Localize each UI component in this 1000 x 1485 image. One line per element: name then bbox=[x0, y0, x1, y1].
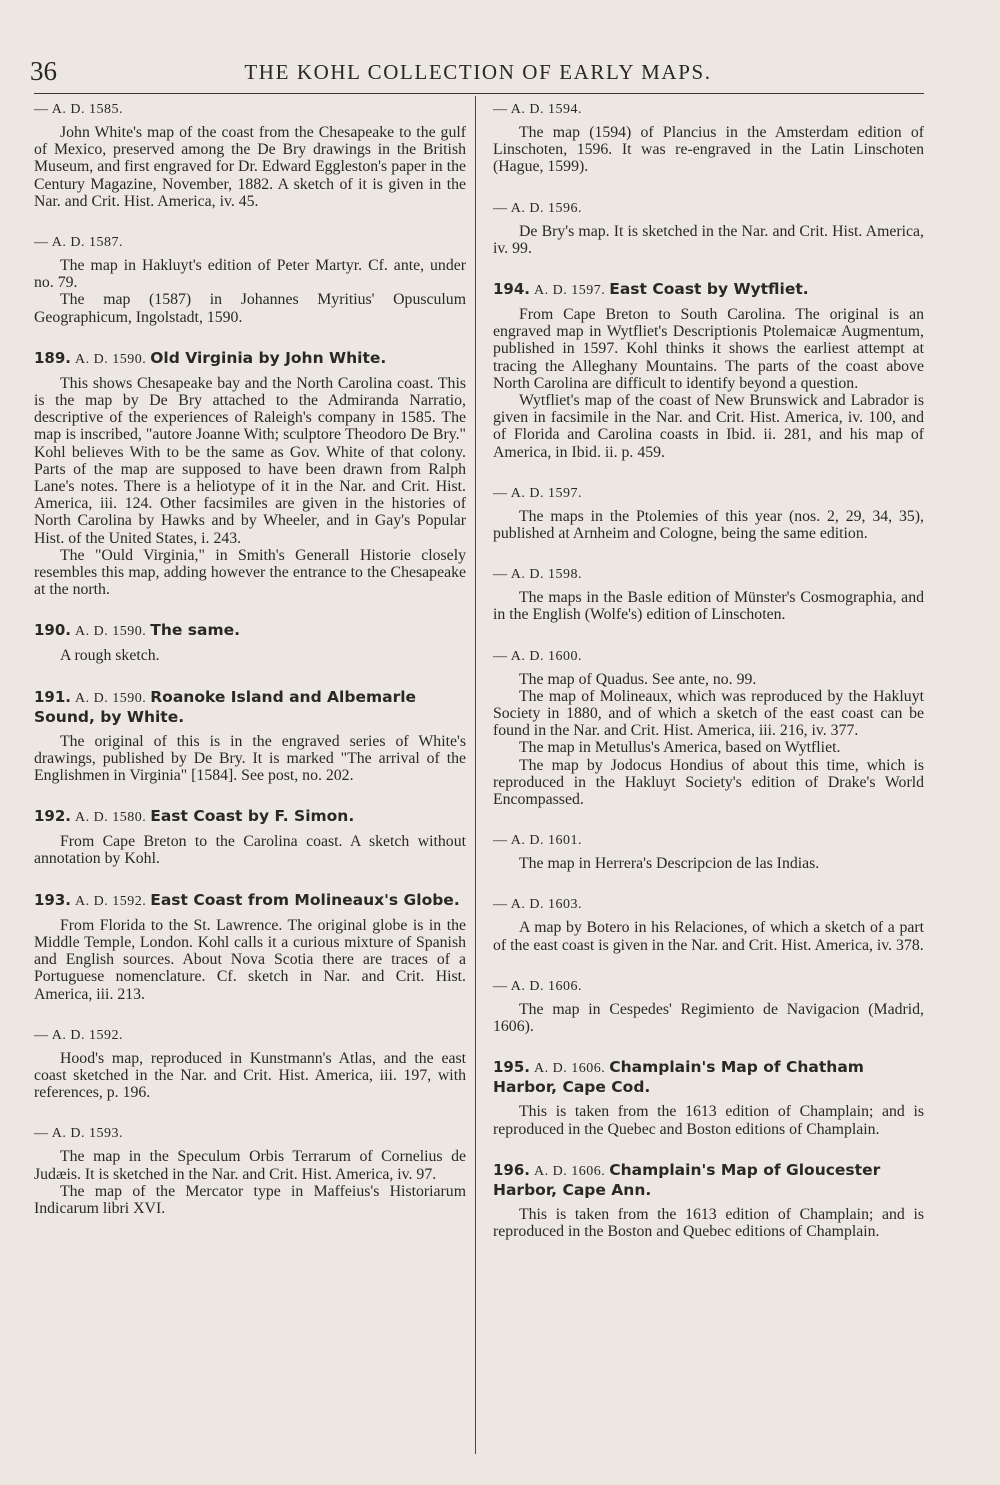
entry-heading bbox=[34, 891, 466, 911]
page-header bbox=[30, 52, 926, 86]
entry-paragraph: A map by Botero in his Relaciones, of which a sketch of a part of the east coast is given in the Nar. and Crit. Hist. America, iv. 378. bbox=[493, 919, 924, 954]
entry-date: A. D. 1606. bbox=[534, 1061, 606, 1077]
entry-number: 191. bbox=[34, 687, 72, 706]
entry-title: East Coast by F. Simon. bbox=[150, 807, 355, 826]
catalog-entry bbox=[34, 100, 466, 210]
entry-heading bbox=[34, 100, 466, 119]
entry-heading bbox=[493, 895, 924, 914]
catalog-entry bbox=[493, 647, 924, 809]
catalog-entry bbox=[493, 565, 924, 623]
catalog-entry bbox=[34, 233, 466, 326]
entry-heading bbox=[493, 831, 924, 850]
entry-paragraph: The map (1587) in Johannes Myritius' Opusculum Geographicum, Ingolstadt, 1590. bbox=[34, 291, 466, 326]
entry-number: 193. bbox=[34, 890, 72, 909]
entry-paragraph: From Florida to the St. Lawrence. The original globe is in the Middle Temple, London. Kohl calls it a curious mixture of Spanish and English sources. About Nova Scotia there are traces of a Portuguese nomenclature. Cf. sketch in Nar. and Crit. Hist. America, iii. 213. bbox=[34, 916, 466, 1003]
entry-date: — A. D. 1593. bbox=[34, 1126, 123, 1142]
catalog-entry bbox=[493, 831, 924, 872]
entry-title: The same. bbox=[150, 621, 241, 640]
entry-date: A. D. 1590. bbox=[75, 351, 147, 367]
entry-heading bbox=[493, 1161, 924, 1200]
catalog-entry bbox=[493, 484, 924, 542]
entry-date: — A. D. 1587. bbox=[34, 235, 123, 251]
entry-heading bbox=[34, 807, 466, 827]
entry-title: East Coast by Wytfliet. bbox=[609, 280, 809, 299]
entry-paragraph: The map (1594) of Plancius in the Amsterdam edition of Linschoten, 1596. It was re-engraved in the Latin Linschoten (Hague, 1599). bbox=[493, 124, 924, 176]
entry-paragraph: The maps in the Basle edition of Münster's Cosmographia, and in the English (Wolfe's) edition of Linschoten. bbox=[493, 589, 924, 624]
entry-date: — A. D. 1598. bbox=[493, 567, 582, 583]
entry-date: — A. D. 1601. bbox=[493, 833, 582, 849]
catalog-entry bbox=[493, 977, 924, 1035]
entry-paragraph: The maps in the Ptolemies of this year (nos. 2, 29, 34, 35), published at Arnheim and Cologne, being the same edition. bbox=[493, 507, 924, 543]
entry-heading bbox=[493, 1058, 924, 1097]
header-rule bbox=[34, 93, 924, 94]
entry-heading bbox=[34, 1026, 466, 1045]
entry-heading bbox=[34, 349, 466, 369]
catalog-entry bbox=[493, 1161, 924, 1240]
entry-date: — A. D. 1606. bbox=[493, 978, 582, 994]
entry-number: 196. bbox=[493, 1160, 531, 1179]
entry-number: 195. bbox=[493, 1058, 531, 1077]
entry-paragraph: The map of Quadus. See ante, no. 99. bbox=[519, 670, 757, 688]
entry-number: 190. bbox=[34, 621, 72, 640]
entry-date: — A. D. 1597. bbox=[493, 485, 582, 501]
entry-date: A. D. 1590. bbox=[75, 624, 147, 640]
entry-paragraph: De Bry's map. It is sketched in the Nar. and Crit. Hist. America, iv. 99. bbox=[493, 222, 924, 257]
entry-title: East Coast from Molineaux's Globe. bbox=[150, 890, 460, 909]
entry-number: 194. bbox=[493, 280, 531, 299]
entry-paragraph: From Cape Breton to the Carolina coast. A sketch without annotation by Kohl. bbox=[34, 833, 466, 868]
entry-heading bbox=[34, 621, 466, 641]
catalog-entry bbox=[34, 1026, 466, 1102]
entry-heading bbox=[493, 280, 924, 300]
entry-heading bbox=[493, 977, 924, 996]
entry-title: Roanoke Island and Albemarle Sound, by White. bbox=[34, 687, 417, 726]
entry-title: Champlain's Map of Gloucester Harbor, Cape Ann. bbox=[493, 1160, 881, 1199]
catalog-entry bbox=[34, 621, 466, 664]
catalog-entry bbox=[34, 807, 466, 867]
entry-heading bbox=[493, 484, 924, 503]
catalog-entry bbox=[34, 1124, 466, 1217]
entry-heading bbox=[34, 688, 466, 727]
entry-paragraph: Hood's map, reproduced in Kunstmann's Atlas, and the east coast sketched in the Nar. and Crit. Hist. America, iii. 197, with references, p. 196. bbox=[34, 1049, 466, 1102]
entry-date: A. D. 1580. bbox=[75, 810, 147, 826]
column-divider bbox=[475, 96, 476, 1454]
catalog-entry bbox=[493, 100, 924, 176]
entry-date: — A. D. 1585. bbox=[34, 102, 123, 117]
entry-heading bbox=[493, 100, 924, 119]
entry-heading bbox=[493, 199, 924, 218]
entry-heading bbox=[34, 1124, 466, 1143]
page-number: 36 bbox=[30, 56, 57, 86]
entry-paragraph: This is taken from the 1613 edition of Champlain; and is reproduced in the Quebec and Boston editions of Champlain. bbox=[493, 1103, 924, 1138]
left-column bbox=[34, 100, 466, 1240]
catalog-entry bbox=[493, 199, 924, 257]
entry-paragraph: The "Ould Virginia," in Smith's Generall Historie closely resembles this map, adding however the entrance to the Chesapeake at the north. bbox=[34, 546, 466, 599]
entry-paragraph: A rough sketch. bbox=[60, 647, 160, 665]
entry-paragraph: This shows Chesapeake bay and the North Carolina coast. This is the map by De Bry attached to the Admiranda Narratio, descriptive of the experiences of Raleigh's company in 1585. The map is inscribed, "autore Joanne With; sculptore Theodoro De Bry." Kohl believes With to be the same as Gov. White of that colony. Parts of the map are supposed to have been drawn from Ralph Lane's notes. There is a heliotype of it in the Nar. and Crit. Hist. America, iii. 124. Other facsimiles are given in the histories of North Carolina by Hawks and by Wheeler, and in Gay's Popular Hist. of the United States, i. 243. bbox=[34, 374, 466, 547]
entry-date: A. D. 1606. bbox=[534, 1163, 606, 1179]
entry-paragraph: The map of Molineaux, which was reproduced by the Hakluyt Society in 1880, and of which a sketch of the east coast can be found in the Nar. and Crit. Hist. America, iii. 216, iv. 377. bbox=[493, 687, 924, 740]
entry-date: — A. D. 1600. bbox=[493, 648, 582, 664]
entry-number: 189. bbox=[34, 348, 72, 367]
entry-paragraph: The map in Metullus's America, based on Wytfliet. bbox=[519, 739, 841, 757]
entry-paragraph: This is taken from the 1613 edition of Champlain; and is reproduced in the Boston and Quebec editions of Champlain. bbox=[493, 1205, 924, 1240]
catalog-entry bbox=[493, 895, 924, 953]
entry-paragraph: Wytfliet's map of the coast of New Brunswick and Labrador is given in facsimile in the Nar. and Crit. Hist. America, iv. 100, and of Florida and Carolina coasts in Ibid. ii. 281, and his map of America, in Ibid. ii. p. 459. bbox=[493, 392, 924, 461]
entry-paragraph: The map of the Mercator type in Maffeius's Historiarum Indicarum libri XVI. bbox=[34, 1182, 466, 1217]
entry-paragraph: The map in Cespedes' Regimiento de Navigacion (Madrid, 1606). bbox=[493, 1000, 924, 1036]
entry-heading bbox=[493, 565, 924, 584]
catalog-entry bbox=[493, 1058, 924, 1137]
right-column bbox=[493, 100, 924, 1263]
entry-date: — A. D. 1596. bbox=[493, 200, 582, 216]
entry-heading bbox=[493, 647, 924, 666]
entry-date: — A. D. 1594. bbox=[493, 102, 582, 117]
entry-heading bbox=[34, 233, 466, 252]
catalog-entry bbox=[34, 891, 466, 1003]
entry-title: Old Virginia by John White. bbox=[150, 348, 387, 367]
entry-date: — A. D. 1592. bbox=[34, 1027, 123, 1043]
entry-date: — A. D. 1603. bbox=[493, 897, 582, 913]
entry-paragraph: The map in the Speculum Orbis Terrarum of Cornelius de Judæis. It is sketched in the Nar. and Crit. Hist. America, iv. 97. bbox=[34, 1148, 466, 1183]
entry-paragraph: The map in Herrera's Descripcion de las Indias. bbox=[519, 855, 820, 873]
entry-paragraph: The original of this is in the engraved series of White's drawings, published by De Bry. It is marked "The arrival of the Englishmen in Virginia" [1584]. See post, no. 202. bbox=[34, 732, 466, 785]
catalog-entry bbox=[493, 280, 924, 461]
entry-paragraph: The map in Hakluyt's edition of Peter Martyr. Cf. ante, under no. 79. bbox=[34, 257, 466, 292]
catalog-entry bbox=[34, 688, 466, 785]
entry-date: A. D. 1592. bbox=[75, 893, 147, 909]
entry-date: A. D. 1590. bbox=[75, 690, 147, 706]
entry-date: A. D. 1597. bbox=[534, 283, 606, 299]
entry-number: 192. bbox=[34, 807, 72, 826]
catalog-entry bbox=[34, 349, 466, 599]
running-title: THE KOHL COLLECTION OF EARLY MAPS. bbox=[244, 60, 712, 84]
entry-paragraph: The map by Jodocus Hondius of about this time, which is reproduced in the Hakluyt Society's edition of Drake's World Encompassed. bbox=[493, 756, 924, 809]
entry-paragraph: John White's map of the coast from the Chesapeake to the gulf of Mexico, preserved among the De Bry drawings in the British Museum, and first engraved for Dr. Edward Eggleston's paper in the Century Magazine, November, 1882. A sketch of it is given in the Nar. and Crit. Hist. America, iv. 45. bbox=[34, 124, 466, 210]
entry-paragraph: From Cape Breton to South Carolina. The original is an engraved map in Wytfliet's Descriptionis Ptolemaicæ Augmentum, published in 1597. Kohl thinks it shows the earliest attempt at tracing the Alleghany Mountains. The parts of the coast above North Carolina are difficult to identify beyond a question. bbox=[493, 306, 924, 392]
entry-title: Champlain's Map of Chatham Harbor, Cape Cod. bbox=[493, 1058, 864, 1097]
